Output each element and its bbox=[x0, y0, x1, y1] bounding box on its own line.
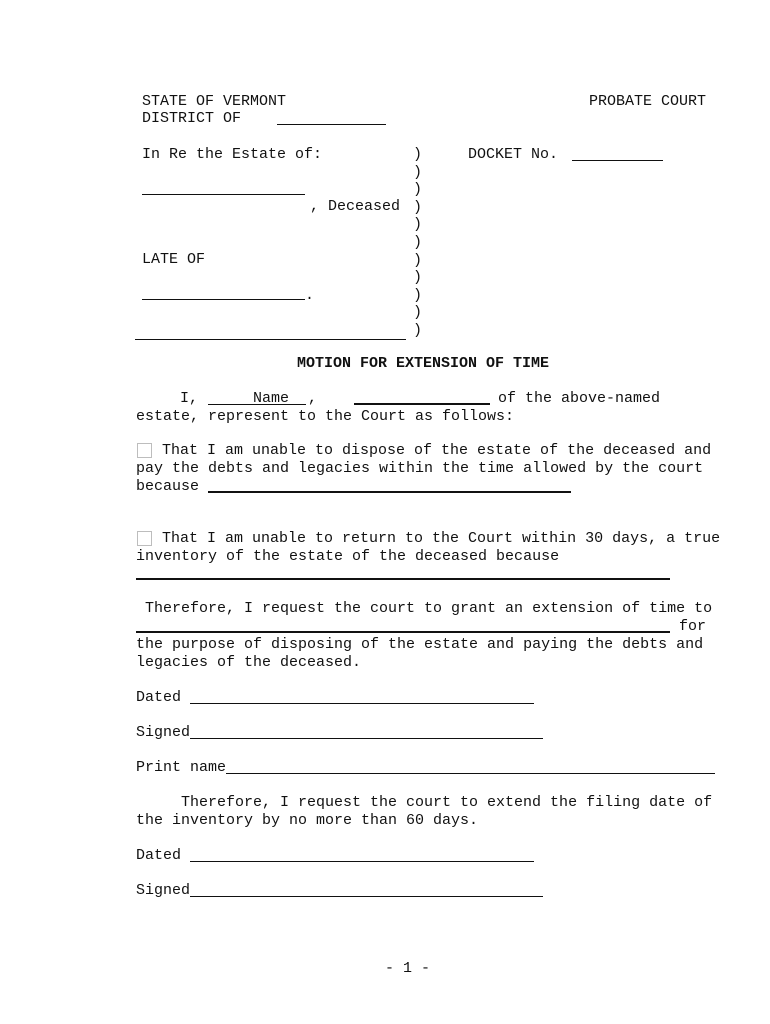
court-name: PROBATE COURT bbox=[589, 93, 707, 110]
signed-field-1[interactable] bbox=[190, 738, 543, 739]
page-number: - 1 - bbox=[385, 960, 431, 977]
intro-line-2: estate, represent to the Court as follows: bbox=[136, 408, 515, 425]
dated-label-1: Dated bbox=[136, 689, 182, 706]
request-2-line-2: the inventory by no more than 60 days. bbox=[136, 812, 479, 829]
capacity-field[interactable] bbox=[354, 403, 490, 405]
docket-label: DOCKET No. bbox=[468, 146, 559, 163]
reason-1-line-1: That I am unable to dispose of the estate of the deceased and bbox=[162, 442, 712, 459]
document-title: MOTION FOR EXTENSION OF TIME bbox=[297, 355, 550, 372]
paren-2: ) bbox=[413, 163, 423, 181]
late-of-label: LATE OF bbox=[142, 251, 206, 268]
print-name-label: Print name bbox=[136, 759, 227, 776]
dated-label-2: Dated bbox=[136, 847, 182, 864]
late-of-period: . bbox=[305, 287, 315, 304]
paren-7: ) bbox=[413, 251, 423, 269]
intro-suffix: of the above-named bbox=[498, 390, 661, 407]
docket-field[interactable] bbox=[572, 160, 663, 161]
request-1-for: for bbox=[679, 618, 707, 635]
district-label: DISTRICT OF bbox=[142, 110, 242, 127]
state-name: STATE OF VERMONT bbox=[142, 93, 287, 110]
paren-6: ) bbox=[413, 233, 423, 251]
request-1-line-1: Therefore, I request the court to grant an extension of time to bbox=[145, 600, 713, 617]
extension-period-field[interactable] bbox=[136, 631, 670, 633]
reason-2-line-2: inventory of the estate of the deceased because bbox=[136, 548, 560, 565]
in-re-label: In Re the Estate of: bbox=[142, 146, 323, 163]
reason-2-line-1: That I am unable to return to the Court within 30 days, a true bbox=[162, 530, 721, 547]
caption-parentheses bbox=[413, 146, 425, 340]
caption-bottom-line bbox=[135, 339, 406, 340]
reason-2-checkbox[interactable] bbox=[137, 531, 152, 546]
request-1-line-3: the purpose of disposing of the estate and paying the debts and bbox=[136, 636, 704, 653]
reason-1-checkbox[interactable] bbox=[137, 443, 152, 458]
paren-8: ) bbox=[413, 269, 423, 287]
paren-1: ) bbox=[413, 146, 423, 163]
intro-prefix: I, bbox=[180, 390, 199, 407]
request-1-line-4: legacies of the deceased. bbox=[136, 654, 362, 671]
paren-9: ) bbox=[413, 286, 423, 304]
paren-4: ) bbox=[413, 198, 423, 216]
decedent-name-field[interactable] bbox=[142, 194, 305, 195]
signed-label-1: Signed bbox=[136, 724, 191, 741]
signed-label-2: Signed bbox=[136, 882, 191, 899]
dated-field-1[interactable] bbox=[190, 703, 534, 704]
intro-comma: , bbox=[308, 390, 318, 407]
paren-3: ) bbox=[413, 181, 423, 199]
paren-11: ) bbox=[413, 321, 423, 339]
name-field[interactable]: Name bbox=[253, 390, 290, 407]
deceased-label: , Deceased bbox=[310, 198, 401, 215]
reason-1-line-2: pay the debts and legacies within the time allowed by the court bbox=[136, 460, 704, 477]
paren-10: ) bbox=[413, 304, 423, 322]
print-name-field[interactable] bbox=[226, 773, 715, 774]
dated-field-2[interactable] bbox=[190, 861, 534, 862]
late-of-field[interactable] bbox=[142, 299, 305, 300]
reason-1-field[interactable] bbox=[208, 491, 571, 493]
district-field[interactable] bbox=[277, 124, 386, 125]
request-2-line-1: Therefore, I request the court to extend the filing date of bbox=[181, 794, 713, 811]
paren-5: ) bbox=[413, 216, 423, 234]
signed-field-2[interactable] bbox=[190, 896, 543, 897]
reason-1-because: because bbox=[136, 478, 200, 495]
reason-2-field[interactable] bbox=[136, 578, 670, 580]
